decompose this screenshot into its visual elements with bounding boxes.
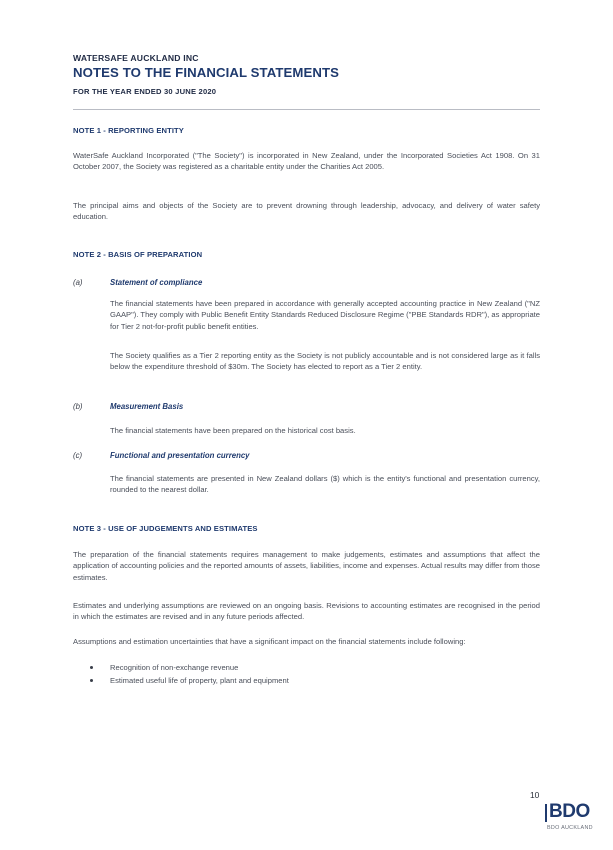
reporting-period: FOR THE YEAR ENDED 30 JUNE 2020: [73, 87, 217, 96]
header-divider: [73, 109, 540, 110]
note-3-paragraph-3: Assumptions and estimation uncertainties that have a significant impact on the financial statements include following:: [73, 637, 466, 646]
subsection-title: Measurement Basis: [110, 402, 184, 411]
note-2a-paragraph-2: The Society qualifies as a Tier 2 reporting entity as the Society is not publicly accountable and is not considered large as it falls below the expenditure threshold of $30m. The Society has elected to report as a Tier 2 entity.: [110, 351, 540, 372]
note-2b-paragraph-1: The financial statements have been prepared on the historical cost basis.: [110, 426, 356, 435]
bullet-icon: [90, 679, 93, 682]
subsection-letter: (c): [73, 451, 83, 460]
bullet-icon: [90, 666, 93, 669]
note-2-heading: NOTE 2 - BASIS OF PREPARATION: [73, 250, 203, 259]
subsection-title: Statement of compliance: [110, 278, 203, 287]
note-2c-paragraph-1: The financial statements are presented in New Zealand dollars ($) which is the entity's functional and presentation currency, rounded to the nearest dollar.: [110, 474, 540, 495]
note-3-heading: NOTE 3 - USE OF JUDGEMENTS AND ESTIMATES: [73, 524, 258, 533]
note-3-paragraph-2: Estimates and underlying assumptions are reviewed on an ongoing basis. Revisions to accounting estimates are recognised in the period in which the estimates are revised and in any future periods affected.: [73, 601, 540, 622]
list-item: Recognition of non-exchange revenue: [90, 661, 530, 674]
list-item: Estimated useful life of property, plant and equipment: [90, 674, 530, 687]
subsection-title: Functional and presentation currency: [110, 451, 250, 460]
logo-bar-icon: [545, 804, 547, 822]
note-1-heading: NOTE 1 - REPORTING ENTITY: [73, 126, 184, 135]
note-1-paragraph-1: WaterSafe Auckland Incorporated ("The Society") is incorporated in New Zealand, under the Incorporated Societies Act 1908. On 31 October 2007, the Society was registered as a charitable entity under the Charities Act 2005.: [73, 151, 540, 172]
subsection-letter: (a): [73, 278, 83, 287]
note-1-paragraph-2: The principal aims and objects of the Society are to prevent drowning through leadership, advocacy, and delivery of water safety education.: [73, 201, 540, 222]
note-3-bullet-list: [90, 661, 530, 687]
subsection-letter: (b): [73, 402, 83, 411]
page-number: 10: [530, 790, 540, 800]
page-title: NOTES TO THE FINANCIAL STATEMENTS: [73, 65, 340, 80]
note-2a-paragraph-1: The financial statements have been prepared in accordance with generally accepted accounting practice in New Zealand ("NZ GAAP"). They comply with Public Benefit Entity Standards Reduced Disclosure Regime ("PBE Standards RDR"), as appropriate for Tier 2 not-for-profit public benefit entities.: [110, 299, 540, 331]
organisation-name: WATERSAFE AUCKLAND INC: [73, 53, 199, 63]
logo-subtitle: BDO AUCKLAND: [547, 825, 593, 831]
bdo-logo: BDO: [549, 801, 590, 822]
note-3-paragraph-1: The preparation of the financial statements requires management to make judgements, estimates and assumptions that affect the application of accounting policies and the reported amounts of assets, liabilities, income and expenses. Actual results may differ from those estimates.: [73, 550, 540, 582]
